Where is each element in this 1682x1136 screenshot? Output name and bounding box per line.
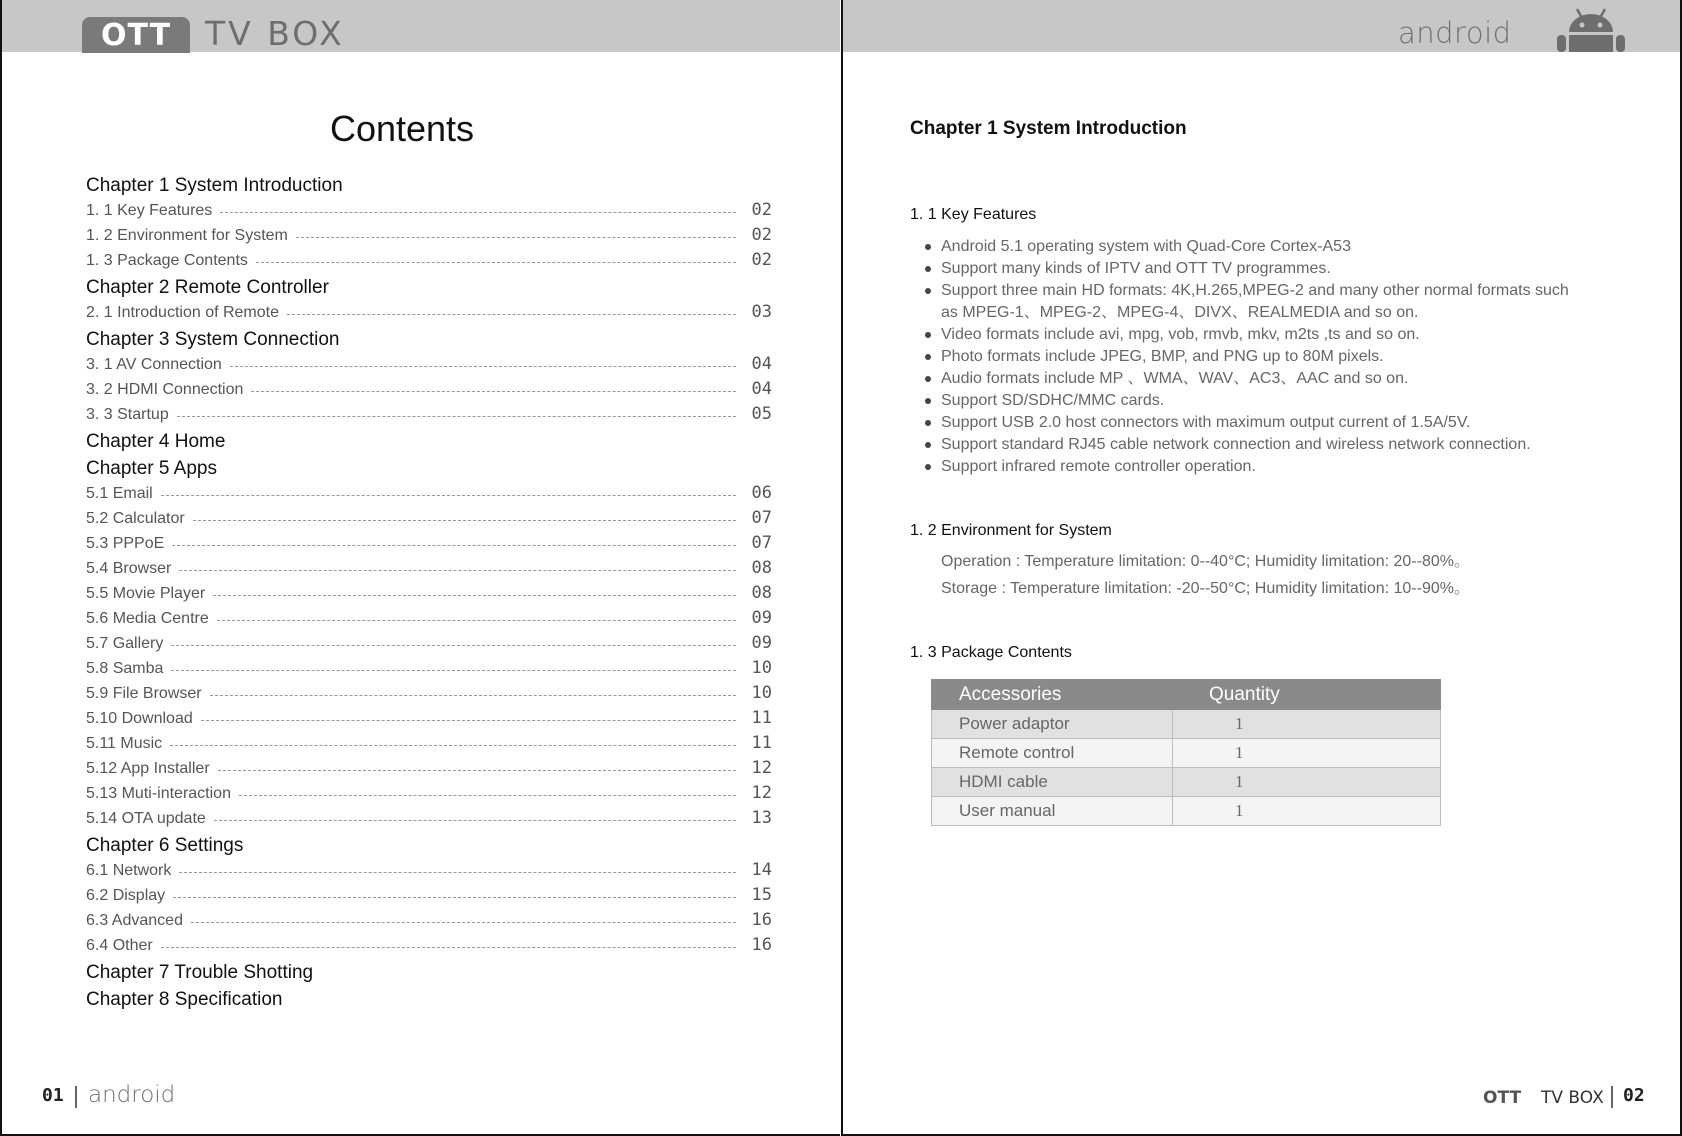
feature-item: Video formats include avi, mpg, vob, rmvb, mkv, m2ts ,ts and so on.	[925, 324, 1585, 346]
toc-entry-page: 07	[751, 533, 772, 553]
toc-entry	[86, 300, 772, 325]
toc-entry	[86, 706, 772, 731]
footer-divider	[1611, 1086, 1613, 1108]
toc-entry-label: 5.11 Music	[86, 731, 170, 756]
toc-leader-dashes	[213, 595, 736, 596]
toc-entry-page: 15	[751, 885, 772, 905]
page-number: 01	[42, 1085, 64, 1106]
accessory-name-cell: HDMI cable	[932, 768, 1173, 797]
toc-entry-page: 11	[751, 733, 772, 753]
toc-entry	[86, 606, 772, 631]
toc-entry	[86, 531, 772, 556]
toc-entry-page: 14	[751, 860, 772, 880]
toc-chapter: Chapter 3 System Connection	[86, 329, 340, 350]
toc-chapter: Chapter 8 Specification	[86, 989, 283, 1010]
toc-entry-page: 07	[751, 508, 772, 528]
toc-entry-page: 02	[751, 225, 772, 245]
toc-leader-dashes	[179, 872, 736, 873]
toc-entry-label: 3. 1 AV Connection	[86, 352, 230, 377]
toc-entry-page: 04	[751, 354, 772, 374]
toc-entry	[86, 933, 772, 958]
toc-entry	[86, 806, 772, 831]
toc-entry-page: 02	[751, 250, 772, 270]
contents-title: Contents	[329, 108, 475, 149]
toc-entry-label: 5.8 Samba	[86, 656, 171, 681]
section-environment-title: 1. 2 Environment for System	[910, 522, 1112, 539]
toc-entry-page: 06	[751, 483, 772, 503]
footer-divider	[75, 1086, 77, 1108]
toc-entry	[86, 506, 772, 531]
toc-leader-dashes	[172, 545, 736, 546]
toc-entry	[86, 908, 772, 933]
table-row	[932, 739, 1441, 768]
toc-entry-label: 5.3 PPPoE	[86, 531, 172, 556]
toc-entry	[86, 248, 772, 273]
toc-entry	[86, 756, 772, 781]
toc-entry-page: 11	[751, 708, 772, 728]
toc-entry-label: 1. 3 Package Contents	[86, 248, 256, 273]
toc-entry	[86, 631, 772, 656]
toc-entry	[86, 223, 772, 248]
toc-leader-dashes	[256, 262, 736, 263]
header-accessories: Accessories	[932, 680, 1173, 710]
android-header-logo: android	[1398, 16, 1512, 50]
ott-logo: OTT	[82, 17, 190, 53]
toc-entry-page: 05	[751, 404, 772, 424]
table-row	[932, 710, 1441, 739]
ott-footer-logo: OTT	[1483, 1088, 1522, 1108]
feature-item: Android 5.1 operating system with Quad-Core Cortex-A53	[925, 236, 1585, 258]
toc-leader-dashes	[218, 770, 736, 771]
toc-chapter: Chapter 5 Apps	[86, 458, 217, 479]
toc-entry-label: 2. 1 Introduction of Remote	[86, 300, 287, 325]
toc-entry-label: 5.13 Muti-interaction	[86, 781, 239, 806]
toc-entry	[86, 581, 772, 606]
toc-entry-label: 6.3 Advanced	[86, 908, 191, 933]
feature-item: Support SD/SDHC/MMC cards.	[925, 390, 1585, 412]
toc-entry	[86, 481, 772, 506]
toc-entry-page: 08	[751, 583, 772, 603]
toc-chapter: Chapter 4 Home	[86, 431, 226, 452]
toc-entry	[86, 731, 772, 756]
table-row	[932, 768, 1441, 797]
toc-entry	[86, 198, 772, 223]
section-key-features-title: 1. 1 Key Features	[910, 206, 1037, 223]
accessory-name-cell: Remote control	[932, 739, 1173, 768]
toc-chapter: Chapter 2 Remote Controller	[86, 277, 329, 298]
feature-item: Audio formats include MP 、WMA、WAV、AC3、AAC and so on.	[925, 368, 1585, 390]
toc-entry-label: 5.5 Movie Player	[86, 581, 213, 606]
toc-entry-page: 09	[751, 608, 772, 628]
toc-entry-label: 5.7 Gallery	[86, 631, 171, 656]
accessory-quantity-cell: 1	[1173, 797, 1441, 826]
feature-list	[925, 236, 1585, 478]
toc-entry-label: 5.14 OTA update	[86, 806, 214, 831]
section-package-title: 1. 3 Package Contents	[910, 644, 1072, 661]
toc-chapter: Chapter 1 System Introduction	[86, 175, 343, 196]
accessory-quantity-cell: 1	[1173, 768, 1441, 797]
toc-leader-dashes	[161, 947, 736, 948]
feature-item: Support infrared remote controller operation.	[925, 456, 1585, 478]
toc-leader-dashes	[287, 314, 736, 315]
toc-leader-dashes	[214, 820, 736, 821]
toc-entry-label: 5.6 Media Centre	[86, 606, 217, 631]
toc-leader-dashes	[220, 212, 736, 213]
toc-entry-label: 5.4 Browser	[86, 556, 179, 581]
tv-box-footer-text: TV BOX	[1541, 1088, 1604, 1108]
toc-entry-label: 1. 2 Environment for System	[86, 223, 296, 248]
toc-entry-page: 03	[751, 302, 772, 322]
toc-leader-dashes	[171, 645, 736, 646]
right-page	[841, 0, 1682, 1136]
toc-entry-label: 5.1 Email	[86, 481, 161, 506]
toc-entry-page: 04	[751, 379, 772, 399]
toc-entry-page: 12	[751, 783, 772, 803]
toc-leader-dashes	[191, 922, 736, 923]
table-of-contents	[86, 171, 772, 1012]
feature-item: Photo formats include JPEG, BMP, and PNG up to 80M pixels.	[925, 346, 1585, 368]
toc-entry	[86, 656, 772, 681]
toc-leader-dashes	[193, 520, 736, 521]
toc-entry	[86, 377, 772, 402]
toc-leader-dashes	[173, 897, 736, 898]
left-page	[0, 0, 840, 1136]
toc-entry-page: 10	[751, 658, 772, 678]
toc-leader-dashes	[251, 391, 736, 392]
env-storage-text: Storage : Temperature limitation: -20--50°C; Humidity limitation: 10--90%。	[941, 580, 1470, 597]
accessory-name-cell: Power adaptor	[932, 710, 1173, 739]
toc-entry-label: 3. 3 Startup	[86, 402, 177, 427]
package-contents-table	[931, 679, 1441, 826]
toc-entry-page: 16	[751, 935, 772, 955]
page-number: 02	[1623, 1085, 1645, 1106]
android-robot-icon	[1555, 6, 1627, 52]
toc-entry-page: 02	[751, 200, 772, 220]
accessory-quantity-cell: 1	[1173, 710, 1441, 739]
toc-leader-dashes	[230, 366, 736, 367]
toc-entry	[86, 681, 772, 706]
toc-entry	[86, 883, 772, 908]
toc-entry-page: 08	[751, 558, 772, 578]
accessory-name-cell: User manual	[932, 797, 1173, 826]
toc-leader-dashes	[161, 495, 736, 496]
toc-entry-page: 12	[751, 758, 772, 778]
toc-entry-label: 6.1 Network	[86, 858, 179, 883]
toc-leader-dashes	[201, 720, 736, 721]
toc-leader-dashes	[239, 795, 736, 796]
toc-entry-page: 16	[751, 910, 772, 930]
header-quantity: Quantity	[1173, 680, 1441, 710]
feature-item: Support USB 2.0 host connectors with maximum output current of 1.5A/5V.	[925, 412, 1585, 434]
toc-leader-dashes	[296, 237, 736, 238]
toc-leader-dashes	[170, 745, 736, 746]
toc-entry	[86, 402, 772, 427]
toc-chapter: Chapter 7 Trouble Shotting	[86, 962, 314, 983]
toc-entry-label: 6.2 Display	[86, 883, 173, 908]
toc-entry-page: 13	[751, 808, 772, 828]
toc-entry-label: 5.10 Download	[86, 706, 201, 731]
toc-entry-label: 3. 2 HDMI Connection	[86, 377, 251, 402]
android-footer-logo: android	[88, 1082, 176, 1108]
toc-entry	[86, 352, 772, 377]
toc-leader-dashes	[171, 670, 736, 671]
toc-entry-page: 09	[751, 633, 772, 653]
env-operation-text: Operation : Temperature limitation: 0--40°C; Humidity limitation: 20--80%。	[941, 553, 1470, 570]
toc-leader-dashes	[179, 570, 736, 571]
toc-chapter: Chapter 6 Settings	[86, 835, 244, 856]
toc-entry-label: 5.12 App Installer	[86, 756, 218, 781]
toc-entry-page: 10	[751, 683, 772, 703]
toc-entry	[86, 556, 772, 581]
feature-item: Support standard RJ45 cable network connection and wireless network connection.	[925, 434, 1585, 456]
toc-entry-label: 1. 1 Key Features	[86, 198, 220, 223]
toc-leader-dashes	[210, 695, 736, 696]
table-header-row	[932, 680, 1441, 710]
table-row	[932, 797, 1441, 826]
toc-entry-label: 6.4 Other	[86, 933, 161, 958]
toc-entry-label: 5.2 Calculator	[86, 506, 193, 531]
toc-leader-dashes	[217, 620, 736, 621]
chapter-title: Chapter 1 System Introduction	[910, 118, 1187, 139]
accessory-quantity-cell: 1	[1173, 739, 1441, 768]
feature-item: Support three main HD formats: 4K,H.265,MPEG-2 and many other normal formats such as MPEG-1、MPEG-2、MPEG-4、DIVX、REALMEDIA and so on.	[925, 280, 1585, 324]
toc-entry	[86, 858, 772, 883]
feature-item: Support many kinds of IPTV and OTT TV programmes.	[925, 258, 1585, 280]
tv-box-logo-text: TV BOX	[205, 14, 345, 53]
toc-entry	[86, 781, 772, 806]
toc-leader-dashes	[177, 416, 736, 417]
toc-entry-label: 5.9 File Browser	[86, 681, 210, 706]
